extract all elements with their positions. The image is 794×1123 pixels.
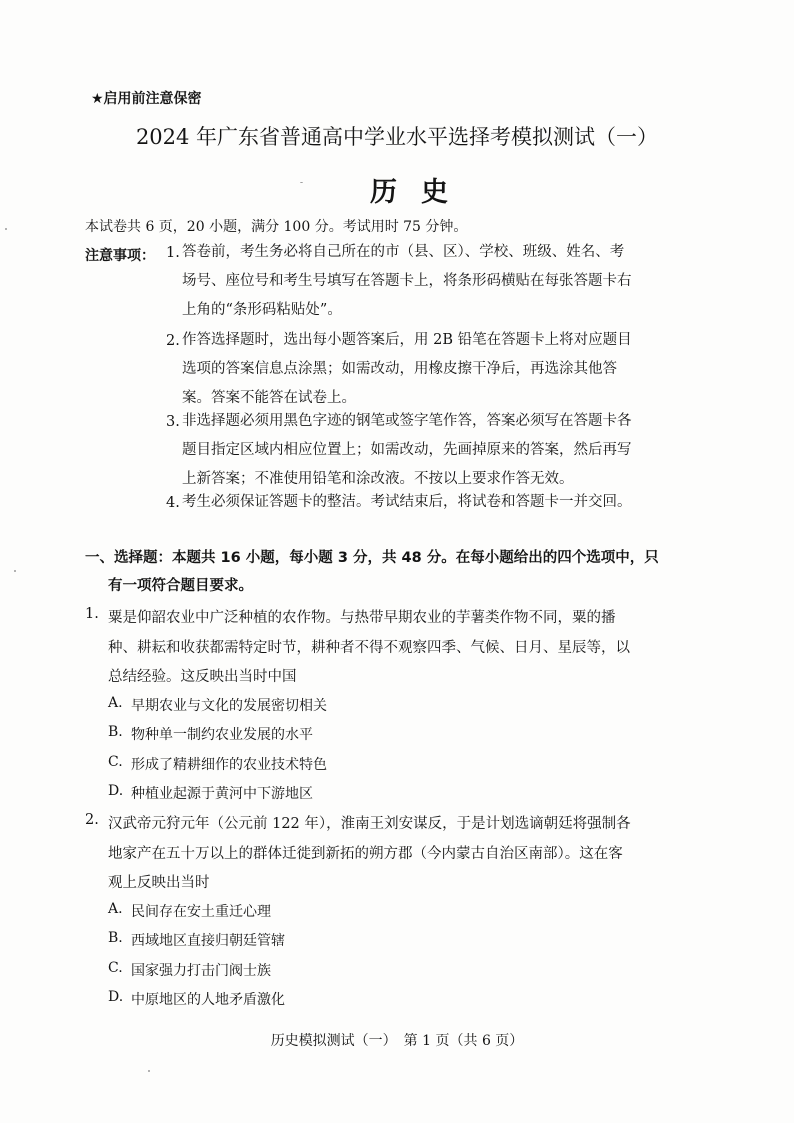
confidential-mark: ★启用前注意保密 [91, 91, 202, 107]
option-text: 物种单一制约农业发展的水平 [131, 727, 313, 743]
subject-title: 历史 [370, 177, 472, 208]
question-stem-line: 总结经验。这反映出当时中国 [108, 669, 297, 685]
notice-item-line: 案。答案不能答在试卷上。 [182, 390, 356, 406]
option-letter: D. [108, 783, 124, 799]
scan-speck [5, 228, 7, 230]
notice-item-line: 上新答案；不准使用铅笔和涂改液。不按以上要求作答无效。 [182, 471, 574, 487]
notice-item-line: 非选择题必须用黑色字迹的钢笔或签字笔作答，答案必须写在答题卡各 [182, 413, 632, 429]
question-stem-line: 地家产在五十万以上的群体迁徙到新拓的朔方郡（今内蒙古自治区南部）。这在客 [108, 846, 623, 862]
notice-item-line: 作答选择题时，选出每小题答案后，用 2B 铅笔在答题卡上将对应题目 [182, 332, 632, 348]
page-footer: 历史模拟测试（一） 第 1 页（共 6 页） [270, 1033, 524, 1049]
option-text: 中原地区的人地矛盾激化 [131, 992, 285, 1008]
notice-item-number: 4. [166, 495, 180, 511]
question-stem-line: 汉武帝元狩元年（公元前 122 年），淮南王刘安谋反，于是计划选谪朝廷将强制各 [108, 816, 631, 832]
notice-label: 注意事项： [85, 248, 155, 264]
exam-info: 本试卷共 6 页，20 小题，满分 100 分。考试用时 75 分钟。 [85, 219, 468, 235]
question-stem-line: 粟是仰韶农业中广泛种植的农作物。与热带早期农业的芋薯类作物不同，粟的播 [108, 610, 616, 626]
exam-title: 2024 年广东省普通高中学业水平选择考模拟测试（一） [135, 125, 659, 149]
notice-item-line: 题目指定区域内相应位置上；如需改动，先画掉原来的答案，然后再写 [182, 442, 632, 458]
notice-item-number: 2. [166, 333, 180, 349]
option-letter: B. [108, 930, 123, 946]
option-text: 早期农业与文化的发展密切相关 [131, 698, 327, 714]
option-text: 形成了精耕细作的农业技术特色 [131, 757, 327, 773]
notice-item-line: 答卷前，考生务必将自己所在的市（县、区）、学校、班级、姓名、考 [182, 244, 625, 260]
option-letter: A. [108, 695, 123, 711]
scan-speck [148, 1070, 150, 1072]
option-letter: C. [108, 960, 123, 976]
notice-item-number: 1. [166, 245, 180, 261]
notice-item-number: 3. [166, 414, 180, 430]
option-text: 国家强力打击门阀士族 [131, 963, 271, 979]
option-text: 种植业起源于黄河中下游地区 [131, 786, 313, 802]
option-text: 西域地区直接归朝廷管辖 [131, 933, 285, 949]
scan-speck [300, 182, 303, 183]
question-number: 1. [85, 606, 99, 622]
notice-item-line: 场号、座位号和考生号填写在答题卡上，将条形码横贴在每张答题卡右 [182, 273, 632, 289]
option-text: 民间存在安土重迁心理 [131, 904, 271, 920]
option-letter: A. [108, 901, 123, 917]
option-letter: B. [108, 724, 123, 740]
question-stem-line: 种、耕耘和收获都需特定时节，耕种者不得不观察四季、气候、日月、星辰等，以 [108, 640, 630, 656]
option-letter: D. [108, 989, 124, 1005]
notice-item-line: 考生必须保证答题卡的整洁。考试结束后，将试卷和答题卡一并交回。 [182, 494, 632, 510]
question-number: 2. [85, 812, 99, 828]
scan-speck [14, 570, 16, 572]
section-heading: 一、选择题：本题共 16 小题，每小题 3 分，共 48 分。在每小题给出的四个选项中，只 [85, 550, 659, 566]
question-stem-line: 观上反映出当时 [108, 875, 210, 891]
section-heading-continued: 有一项符合题目要求。 [108, 578, 253, 594]
option-letter: C. [108, 754, 123, 770]
notice-item-line: 上角的“条形码粘贴处”。 [182, 302, 342, 318]
notice-item-line: 选项的答案信息点涂黑；如需改动，用橡皮擦干净后，再选涂其他答 [182, 361, 617, 377]
